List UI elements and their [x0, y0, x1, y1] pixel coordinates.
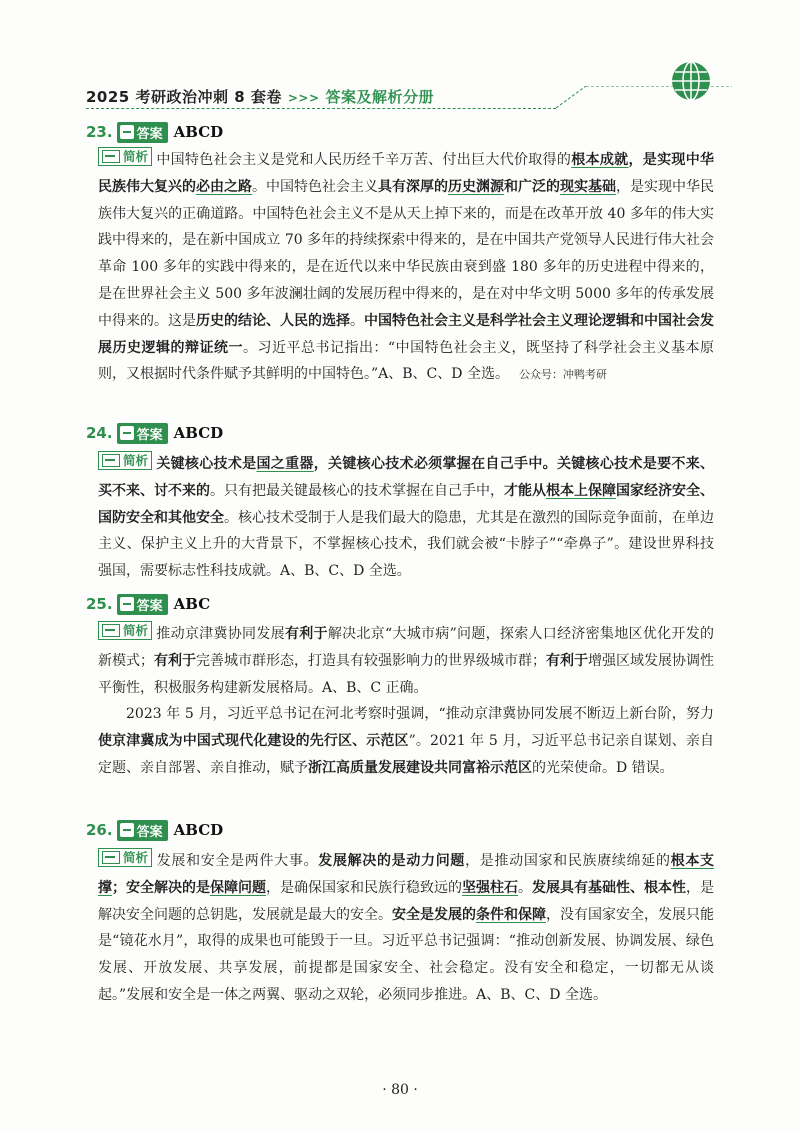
- emphasis-text: 根本上保障: [546, 482, 616, 499]
- question-25-header: [86, 593, 210, 615]
- text-run: ，是实现中华民族伟大复兴的正确道路。中国特色社会主义不是从天上掉下来的，而是在改革开放 40 多年的伟大实践中得来的，是在新中国成立 70 多年的持续探索中得来的，是在中国共产党领导人民进行伟大社会革命 100 多年的实践中得来的，是在近代以来中华民族由衰到盛 180 多年的历史进程中得来的，是在世界社会主义 500 多年波澜壮阔的发展历程中得来的，是在对中华文明 5000 多年的传承发展中得来的。这是: [98, 178, 714, 329]
- text-run: 解决北京“大城市病”问题，探索人口经济密集地区优化开发的新模式；: [98, 626, 714, 669]
- text-run: ，是确保国家和民族行稳致远的: [266, 879, 462, 896]
- badge-label: 答案: [136, 427, 163, 443]
- analysis-label: 简析: [123, 453, 149, 468]
- answer-badge: [117, 423, 168, 444]
- emphasis-text: 有利于: [284, 626, 328, 642]
- answer-value: ABCD: [173, 821, 224, 839]
- analysis-text: [98, 152, 714, 382]
- emphasis-text: 坚强柱石: [462, 879, 518, 896]
- header-divider: [86, 108, 556, 109]
- answer-badge: [117, 122, 168, 143]
- answer-badge: [117, 594, 168, 615]
- text-run: 。只有把最关键最核心的技术掌握在自己手中，: [210, 482, 504, 499]
- answer-value: ABC: [173, 595, 211, 613]
- analysis-tag: [98, 848, 152, 867]
- emphasis-text: 具有深厚的: [378, 178, 448, 195]
- analysis-icon: [102, 851, 120, 864]
- analysis-tag: [98, 451, 152, 470]
- emphasis-text: 条件和保障: [476, 906, 546, 923]
- emphasis-text: 关键核心技术是: [156, 456, 257, 472]
- badge-label: 答案: [136, 598, 163, 614]
- emphasis-text: 国之重器: [256, 456, 314, 472]
- analysis-icon: [102, 624, 120, 637]
- pencil-icon: [120, 823, 134, 837]
- question-23-header: [86, 121, 223, 143]
- text-run: 完善城市群形态，打造具有较强影响力的世界级城市群；: [196, 652, 546, 669]
- emphasis-text: 历史渊源: [448, 178, 504, 195]
- text-run: 的光荣使命。D 错误。: [532, 759, 674, 776]
- emphasis-text: 中国特色社会主义是科学社会主义理论逻辑和中国社会发展历史逻辑的辩证统一: [98, 312, 714, 356]
- emphasis-text: 和广泛的: [504, 178, 560, 195]
- pencil-icon: [120, 426, 134, 440]
- page-number: · 80 ·: [382, 1082, 418, 1098]
- text-run: 。核心技术受制于人是我们最大的隐患，尤其是在激烈的国际竞争面前，在单边主义、保护主义上升的大背景下，不掌握核心技术，我们就会被“卡脖子”“牵鼻子”。建设世界科技强国，需要标志性科技成就。A、B、C、D 全选。: [98, 509, 714, 580]
- emphasis-text: 安全是发展的: [392, 906, 476, 923]
- emphasis-text: 国家经济安全、国防安全和其他安全: [98, 482, 714, 526]
- text-run: 。: [350, 312, 364, 329]
- emphasis-text: ，是实现中华民族伟大复兴的: [98, 152, 715, 195]
- analysis-text: [98, 626, 714, 696]
- analysis-tag: [98, 621, 152, 640]
- header-subtitle: 答案及解析分册: [325, 88, 435, 106]
- emphasis-text: 使京津冀成为中国式现代化建设的先行区、示范区: [98, 733, 409, 750]
- header-book-title: 2025 考研政治冲刺 8 套卷: [86, 88, 282, 106]
- emphasis-text: 浙江高质量发展建设共同富裕示范区: [308, 759, 532, 776]
- emphasis-text: ；安全解决的是: [112, 879, 210, 896]
- text-run: ，是解决安全问题的总钥匙，发展就是最大的安全。: [98, 879, 714, 923]
- text-run: 增强区域发展协调性平衡性，积极服务构建新发展格局。A、B、C 正确。: [98, 652, 714, 696]
- answer-value: ABCD: [173, 123, 224, 141]
- emphasis-text: 根本成就: [571, 152, 629, 168]
- text-run: 发展和安全是两件大事。: [156, 853, 319, 869]
- text-run: ”。2021 年 5 月，习近平总书记亲自谋划、亲自定题、亲自部署、亲自推动，赋予: [98, 733, 714, 776]
- pencil-icon: [120, 125, 134, 139]
- badge-label: 答案: [136, 824, 163, 840]
- emphasis-text: 有利于: [546, 652, 588, 669]
- badge-label: 答案: [136, 126, 163, 142]
- watermark-text: 公众号：冲鸭考研: [518, 368, 607, 382]
- question-number: 23.: [86, 123, 113, 141]
- question-24-analysis: [98, 451, 714, 585]
- emphasis-text: ，关键核心技术必须掌握在自己手中。关键核心技术是要不来、买不来、讨不来的: [98, 456, 715, 499]
- text-run: 中国特色社会主义是党和人民历经千辛万苦、付出巨大代价取得的: [156, 152, 572, 168]
- question-26-header: [86, 819, 223, 841]
- text-run: 推动京津冀协同发展: [156, 626, 285, 642]
- analysis-tag: [98, 147, 152, 166]
- question-26-analysis: [98, 848, 714, 1009]
- analysis-label: 简析: [123, 850, 149, 865]
- analysis-text: [98, 456, 714, 579]
- question-number: 26.: [86, 821, 113, 839]
- question-24-header: [86, 422, 223, 444]
- question-25-analysis: [98, 621, 714, 782]
- emphasis-text: 历史的结论、人民的选择: [196, 312, 350, 329]
- running-header: [86, 82, 726, 108]
- text-run: 2023 年 5 月，习近平总书记在河北考察时强调，“推动京津冀协同发展不断迈上新台阶，努力: [126, 706, 714, 723]
- question-23-analysis: [98, 147, 714, 389]
- text-run: 。中国特色社会主义: [252, 178, 378, 195]
- text-run: 。: [518, 879, 532, 896]
- question-number: 25.: [86, 595, 113, 613]
- text-run: 。习近平总书记指出：“中国特色社会主义，既坚持了科学社会主义基本原则，又根据时代条件赋予其鲜明的中国特色。”A、B、C、D 全选。: [98, 339, 715, 383]
- answer-badge: [117, 820, 168, 841]
- emphasis-text: 根本支撑: [98, 853, 715, 896]
- emphasis-text: 现实基础: [560, 178, 616, 195]
- emphasis-text: 才能从: [504, 482, 546, 499]
- question-number: 24.: [86, 424, 113, 442]
- emphasis-text: 有利于: [154, 652, 196, 669]
- header-title: [86, 86, 434, 107]
- pencil-icon: [120, 597, 134, 611]
- analysis-text: [98, 853, 714, 1003]
- answer-value: ABCD: [173, 424, 224, 442]
- emphasis-text: 必由之路: [196, 178, 252, 195]
- text-run: ，是推动国家和民族赓续绵延的: [465, 853, 671, 869]
- emphasis-text: 保障问题: [210, 879, 266, 896]
- analysis-label: 简析: [123, 623, 149, 638]
- globe-logo-icon: [670, 60, 712, 102]
- emphasis-text: 发展解决的是动力问题: [318, 853, 466, 869]
- analysis-icon: [102, 454, 120, 467]
- header-arrows: >>>: [287, 91, 320, 105]
- analysis-text-paragraph-2: [98, 701, 714, 781]
- text-run: ，没有国家安全，发展只能是“镜花水月”，取得的成果也可能毁于一旦。习近平总书记强调：“推动创新发展、协调发展、绿色发展、开放发展、共享发展，前提都是国家安全、社会稳定。没有安全和稳定，一切都无从谈起。”发展和安全是一体之两翼、驱动之双轮，必须同步推进。A、B、C、D 全选。: [98, 906, 714, 1003]
- analysis-label: 简析: [123, 149, 149, 164]
- emphasis-text: 发展具有基础性、根本性: [532, 879, 686, 896]
- analysis-icon: [102, 150, 120, 163]
